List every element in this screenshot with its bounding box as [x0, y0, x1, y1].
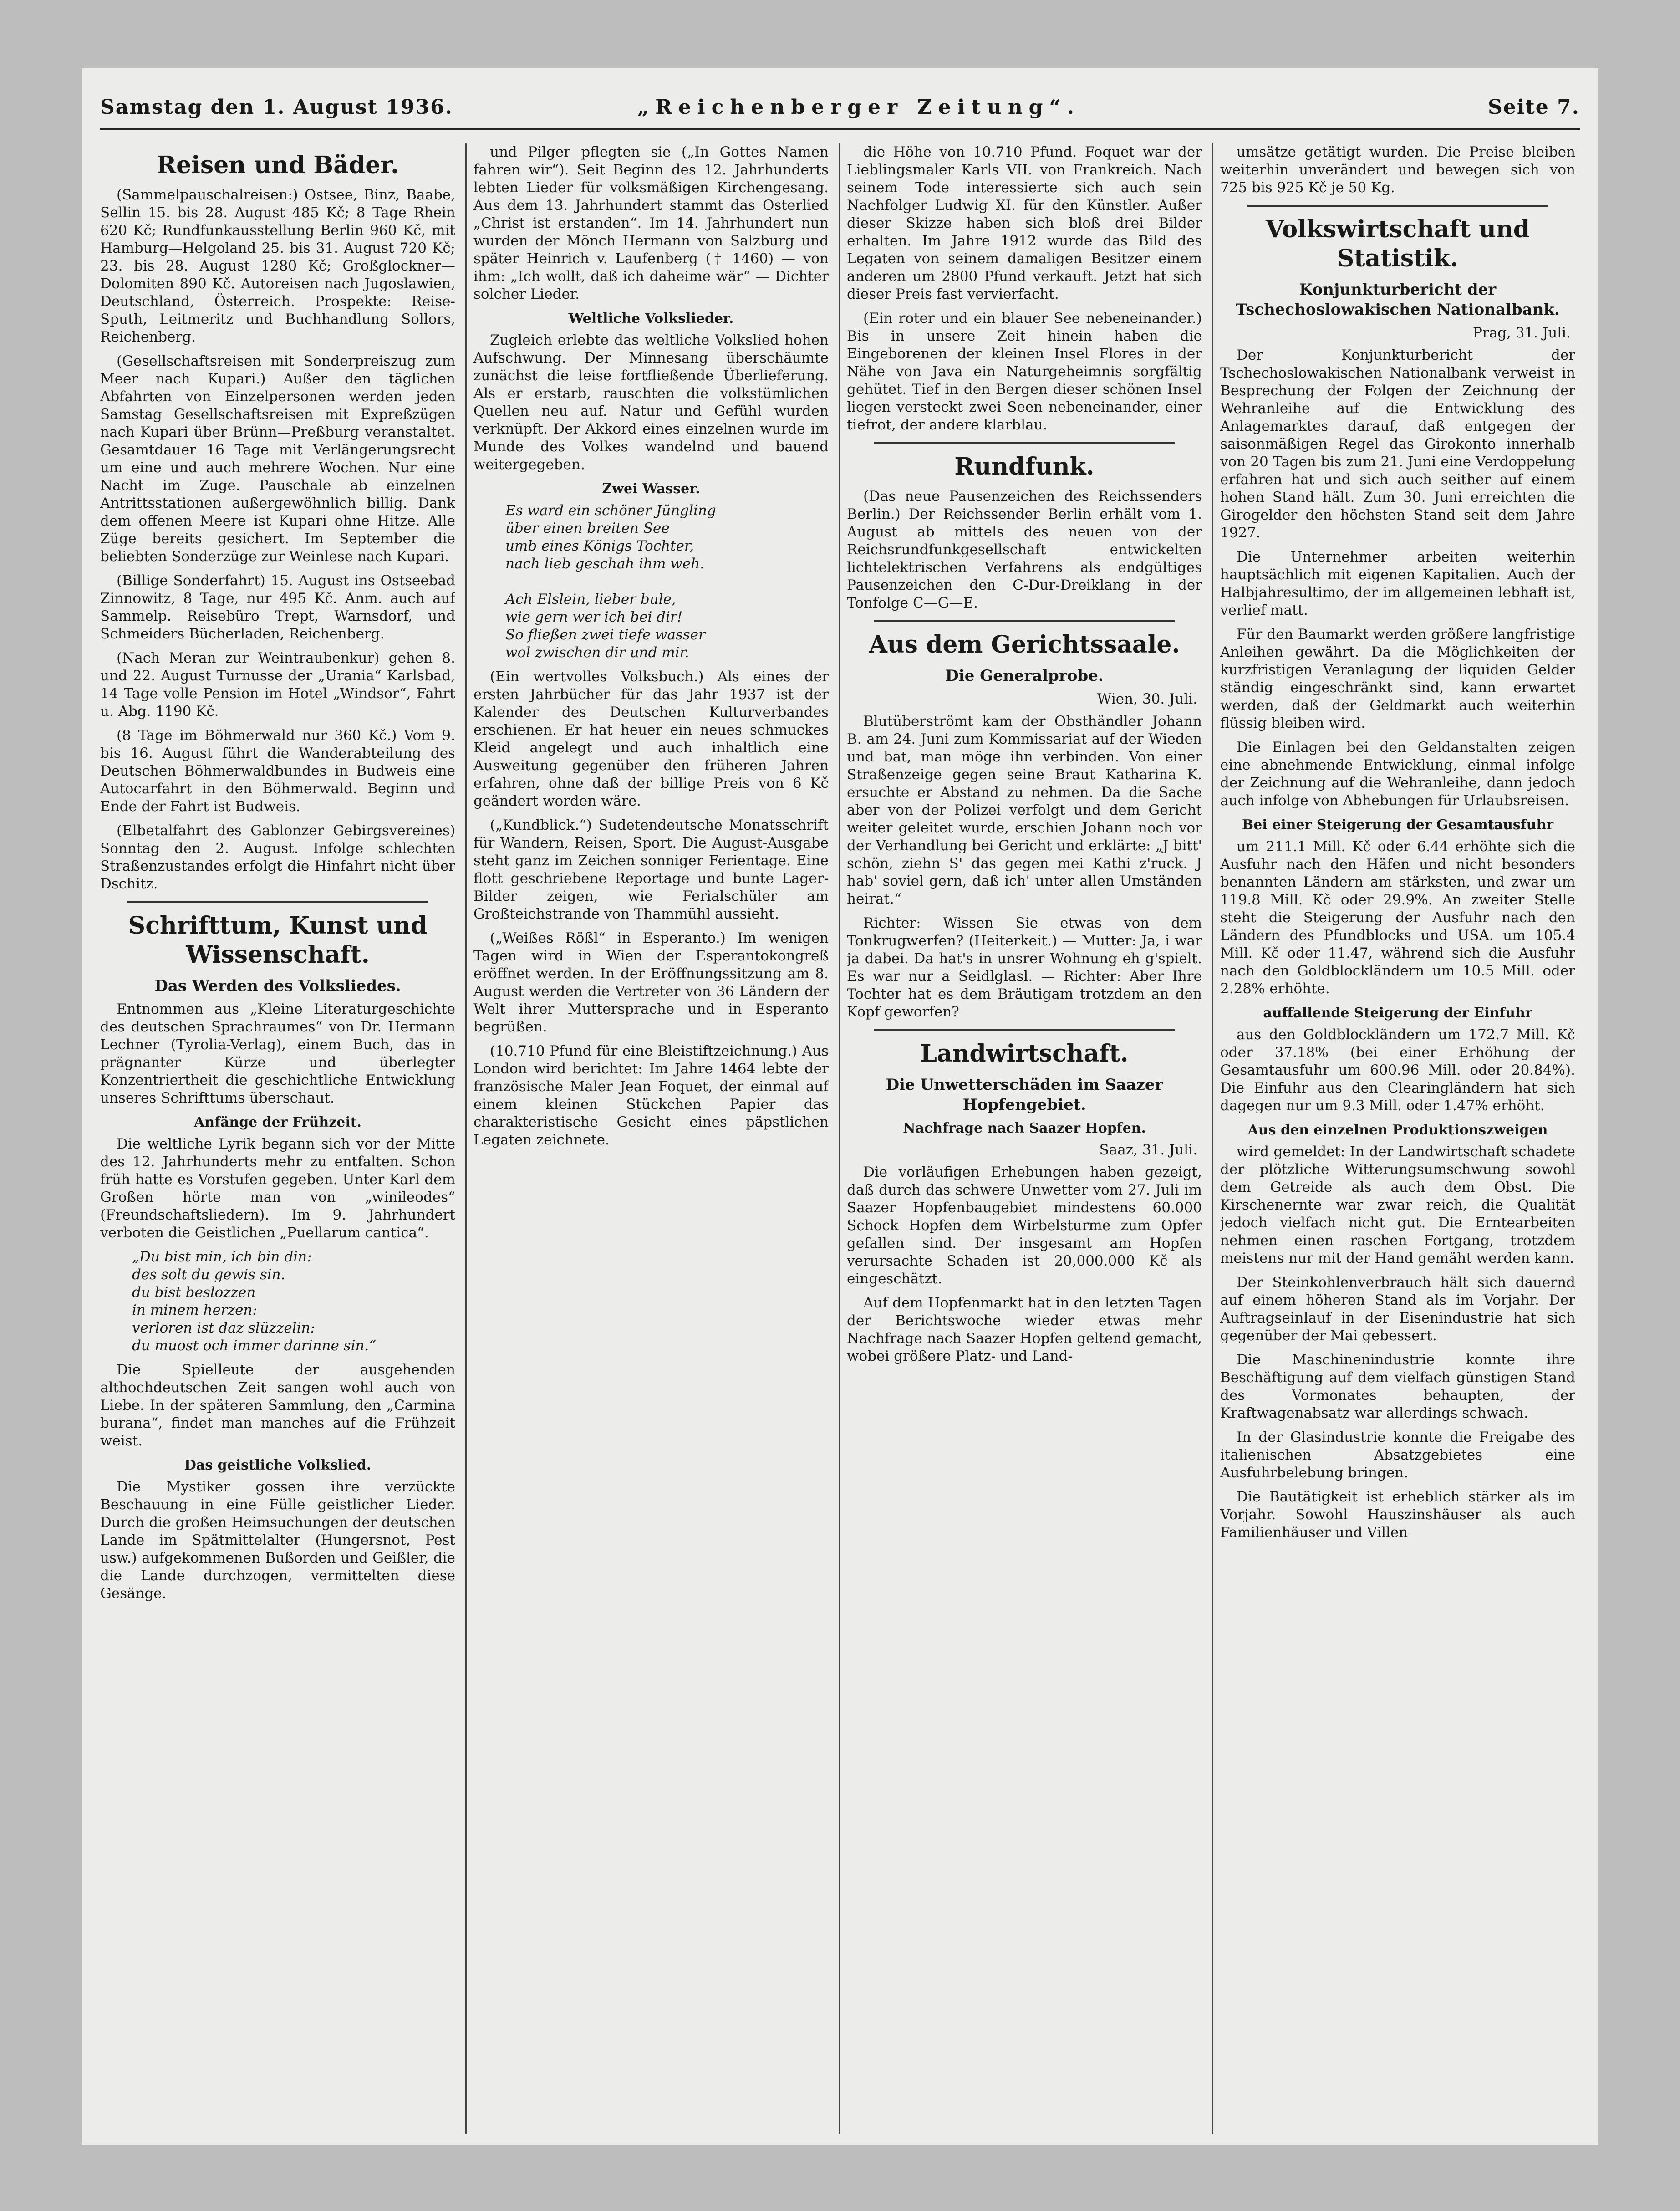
section-separator — [1247, 205, 1548, 207]
poem-quote: „Du bist min, ich bin din: des solt du gewis sin. du bist beslozzen in minem herzen: verloren ist daz slüzzelin: du muost och immer darinne sin.“ — [132, 1249, 377, 1354]
article-paragraph: (Sammelpauschalreisen:) Ostsee, Binz, Baabe, Sellin 15. bis 28. August 485 Kč; 8 Tage Rhein 620 Kč; Rundfunkausstellung Berlin 960 Kč, mit Hamburg—Helgoland 25. bis 31. August 720 Kč; 23. bis 28. August 1280 Kč; Großglockner—Dolomiten 890 Kč. Autoreisen nach Jugoslawien, Deutschland, Österreich. Prospekte: Reise-Sputh, Leitmeritz und Buchhandlung Sollors, Reichenberg. — [100, 187, 455, 345]
article-subheading: Anfänge der Frühzeit. — [193, 1114, 362, 1130]
article-paragraph: und Pilger pflegten sie („In Gottes Namen fahren wir“). Seit Beginn des 12. Jahrhunderts lebten Lieder für volksmäßigen Kirchengesang. Aus dem 13. Jahrhundert stammt das Osterlied „Christ ist erstanden“. Im 14. Jahrhundert nun wurden der Mönch Hermann von Salzburg und später Heinrich v. Laufenberg († 1460) — von ihm: „Ich wollt, daß ich daheime wär“ — Dichter solcher Lieder. — [473, 144, 829, 302]
article-paragraph: (Das neue Pausenzeichen des Reichssenders Berlin.) Der Reichssender Berlin erhält vom 1. August ab mittels des neuen von der Reichsrundfunkgesellschaft entwickelten lichtelektrischen Verfahrens als endgültiges Pausenzeichen den C-Dur-Dreiklang in der Tonfolge C—G—E. — [847, 488, 1202, 611]
section-separator — [874, 442, 1175, 444]
section-heading-rundfunk: Rundfunk. — [954, 453, 1095, 480]
article-paragraph: Entnommen aus „Kleine Literaturgeschichte des deutschen Sprachraumes“ von Dr. Hermann Lechner (Tyrolia-Verlag), einem Buch, das in prägnanter Kürze und überlegter Konzentriertheit die geschichtliche Entwicklung unseres Schrifttums überschaut. — [100, 1001, 455, 1106]
article-headline: Das Werden des Volksliedes. — [154, 977, 401, 995]
article-paragraph: (Gesellschaftsreisen mit Sonderpreiszug zum Meer nach Kupari.) Außer den täglichen Abfahrten von Einzelpersonen werden jeden Samstag Gesellschaftsreisen mit Expreßzügen nach Kupari über Brünn—Preßburg veranstaltet. Gesamtdauer 16 Tage mit Verlängerungsrecht um eine und auch mehrere Wochen. Nur eine Nacht im Zuge. Pauschale ab einzelnen Antrittsstationen außergewöhnlich billig. Dank dem offenen Meere ist Kupari ohne Hitze. Alle Züge bereits gesichert. Im September die beliebten Sonderzüge zur Weinlese nach Kupari. — [100, 353, 455, 565]
poem-quote: Es ward ein schöner Jüngling über einen breiten See umb eines Königs Tochter, nach lieb geschah ihm weh. Ach Elslein, lieber bule, wie gern wer ich bei dir! So fließen zwei tiefe wasser wol zwischen dir und mir. — [505, 502, 716, 661]
article-headline: Konjunkturbericht der Tschechoslowakischen Nationalbank. — [1236, 281, 1560, 319]
article-paragraph: die Höhe von 10.710 Pfund. Foquet war der Lieblingsmaler Karls VII. von Frankreich. Nach seinem Tode interessierte sich auch sein Nachfolger Ludwig XI. für den Künstler. Außer dieser Skizze haben sich bloß drei Bilder erhalten. Im Jahre 1912 wurde das Bild des Legaten von seinem damaligen Besitzer einem anderen um 2800 Pfund verkauft. Jetzt hat sich dieser Preis fast vervierfacht. — [847, 144, 1202, 302]
section-separator — [874, 620, 1175, 622]
section-heading-volkswirtschaft: Volkswirtschaft und Statistik. — [1265, 215, 1530, 272]
article-paragraph: (Ein roter und ein blauer See nebeneinander.) Bis in unsere Zeit hinein haben die Eingeborenen der kleinen Insel Flores in der Nähe von Java ein Naturgeheimnis sorgfältig gehütet. Tief in den Bergen dieser schönen Insel liegen versteckt zwei Seen nebeneinander, einer tiefrot, der andere klarblau. — [847, 310, 1202, 433]
masthead-rule — [100, 128, 1580, 130]
section-heading-landwirtschaft: Landwirtschaft. — [920, 1040, 1129, 1067]
newspaper-title: „Reichenberger Zeitung“. — [637, 96, 1081, 119]
column-4 — [1220, 143, 1575, 2134]
article-paragraph: Auf dem Hopfenmarkt hat in den letzten Tagen der Berichtswoche wieder etwas mehr Nachfrage nach Saazer Hopfen geltend gemacht, wobei größere Platz- und Land- — [847, 1295, 1202, 1364]
article-paragraph: Die Bautätigkeit ist erheblich stärker als im Vorjahr. Sowohl Hauszinshäuser als auch Familienhäuser und Villen — [1220, 1489, 1575, 1541]
column-divider — [839, 143, 840, 2134]
article-paragraph: (Billige Sonderfahrt) 15. August ins Ostseebad Zinnowitz, 8 Tage, nur 495 Kč. Anm. auch auf Sammelp. Reisebüro Trept, Warnsdorf, und Schmeiders Bücherladen, Reichenberg. — [100, 572, 455, 642]
article-subheading: Bei einer Steigerung der Gesamtausfuhr — [1242, 817, 1554, 833]
article-subheading: Aus den einzelnen Produktionszweigen — [1247, 1122, 1548, 1138]
article-paragraph: (Elbetalfahrt des Gablonzer Gebirgsvereines) Sonntag den 2. August. Infolge schlechten Straßenzustandes erfolgt die Hinfahrt nicht über Dschitz. — [100, 822, 455, 892]
article-paragraph: Die vorläufigen Erhebungen haben gezeigt, daß durch das schwere Unwetter vom 27. Juli im Saazer Hopfenbaugebiet mindestens 60.000 Schock Hopfen dem Wirbelsturme zum Opfer gefallen sind. Der insgesamt am Hopfen verursachte Schaden ist 20,000.000 Kč als eingeschätzt. — [847, 1164, 1202, 1287]
dateline: Prag, 31. Juli. — [1473, 325, 1571, 341]
article-paragraph: Die Einlagen bei den Geldanstalten zeigen eine abnehmende Entwicklung, einmal infolge der Zeichnung auf die Wehranleihe, dann jedoch auch infolge von Abhebungen für Urlaubsreisen. — [1220, 739, 1575, 809]
article-paragraph: In der Glasindustrie konnte die Freigabe des italienischen Absatzgebietes eine Ausfuhrbelebung bringen. — [1220, 1429, 1575, 1481]
newspaper-page — [82, 68, 1598, 2145]
column-1 — [100, 143, 455, 2134]
issue-date: Samstag den 1. August 1936. — [100, 96, 453, 119]
article-paragraph: (Nach Meran zur Weintraubenkur) gehen 8. und 22. August Turnusse der „Urania“ Karlsbad, 14 Tage volle Pension im Hotel „Windsor“, Fahrt u. Abg. 1190 Kč. — [100, 650, 455, 720]
article-subheading: auffallende Steigerung der Einfuhr — [1263, 1005, 1532, 1021]
section-heading-gericht: Aus dem Gerichtssaale. — [869, 631, 1180, 659]
article-paragraph: Richter: Wissen Sie etwas von dem Tonkrugwerfen? (Heiterkeit.) — Mutter: Ja, i war ja dabei. Da hat's in unsrer Wohnung eh g'spielt. Es war nur a Seidlglasl. — Richter: Aber Ihre Tochter hat es dem Bräutigam trotzdem an den Kopf geworfen? — [847, 915, 1202, 1020]
article-paragraph: aus den Goldblockländern um 172.7 Mill. Kč oder 37.18% (bei einer Erhöhung der Gesamtausfuhr um 600.96 Mill. oder 20.84%). Die Einfuhr aus den Clearingländern hat sich dagegen nur um 9.3 Mill. oder 1.47% erhöht. — [1220, 1026, 1575, 1114]
article-paragraph: Der Konjunkturbericht der Tschechoslowakischen Nationalbank verweist in Besprechung der Folgen der Zeichnung der Wehranleihe auf die Entwicklung des Anlagemarktes darauf, daß entgegen der saisonmäßigen Regel das Girokonto innerhalb von 20 Tagen bis zum 21. Juni eine Verdoppelung erfahren hat und sich auch seither auf einem hohen Stand hält. Zum 30. Juni erreichten die Girogelder den höchsten Stand seit dem Jahre 1927. — [1220, 347, 1575, 541]
article-subheading: Zwei Wasser. — [602, 481, 700, 497]
article-paragraph: Die Mystiker gossen ihre verzückte Beschauung in eine Fülle geistlicher Lieder. Durch die großen Heimsuchungen der deutschen Lande im Spätmittelalter (Hungersnot, Pest usw.) aufgekommenen Bußorden und Geißler, die die Lande durchzogen, vermittelten diese Gesänge. — [100, 1479, 455, 1602]
article-paragraph: Die Maschinenindustrie konnte ihre Beschäftigung auf dem vielfach günstigen Stand des Vormonates behaupten, der Kraftwagenabsatz war allerdings schwach. — [1220, 1352, 1575, 1421]
column-3 — [847, 143, 1202, 2134]
page-number: Seite 7. — [1487, 96, 1580, 119]
article-subheading: Nachfrage nach Saazer Hopfen. — [903, 1120, 1146, 1136]
column-divider — [1212, 143, 1213, 2134]
article-paragraph: Zugleich erlebte das weltliche Volkslied hohen Aufschwung. Der Minnesang überschäumte zunächst die leise fortfließende Überlieferung. Als er erstarb, rauschten die volkstümlichen Quellen neu auf. Natur und Gefühl wurden verknüpft. Der Akkord eines einzelnen wurde im Munde des Volkes wandelnd und bauend weitergegeben. — [473, 332, 829, 473]
article-subheading: Das geistliche Volkslied. — [184, 1457, 372, 1473]
article-paragraph: umsätze getätigt wurden. Die Preise bleiben weiterhin unverändert und bewegen sich von 725 bis 925 Kč je 50 Kg. — [1220, 144, 1575, 196]
section-heading-reisen: Reisen und Bäder. — [156, 151, 399, 179]
article-paragraph: („Weißes Rößl“ in Esperanto.) Im wenigen Tagen wird in Wien der Esperantokongreß eröffnet werden. In der Eröffnungssitzung am 8. August werden die Vertreter von 36 Ländern der Welt ihrer Muttersprache und in Esperanto begrüßen. — [473, 930, 829, 1035]
article-paragraph: Der Steinkohlenverbrauch hält sich dauernd auf einem höheren Stand als im Vorjahr. Der Auftragseinlauf in der Eisenindustrie hat sich gegenüber der Mai gebessert. — [1220, 1274, 1575, 1344]
dateline: Wien, 30. Juli. — [1097, 691, 1197, 707]
article-subheading: Weltliche Volkslieder. — [568, 311, 734, 327]
article-paragraph: um 211.1 Mill. Kč oder 6.44 erhöhte sich die Ausfuhr nach den Häfen und nicht besonders benannten Ländern am stärksten, und zwar um 119.8 Mill. Kč oder 29.9%. An zweiter Stelle steht die Steigerung der Ausfuhr nach den Ländern des Pfundblocks und USA. um 105.4 Mill. Kč oder 11.47, während sich die Ausfuhr nach den Goldblockländern um 10.5 Mill. oder 2.28% erhöhte. — [1220, 838, 1575, 997]
article-paragraph: („Kundblick.“) Sudetendeutsche Monatsschrift für Wandern, Reisen, Sport. Die August-Ausgabe steht ganz im Zeichen sonniger Ferientage. Eine flott geschriebene Reportage und bunte Lager-Bilder zeigen, wie Ferialschüler am Großteichstrande von Thammühl aussieht. — [473, 817, 829, 922]
article-paragraph: Die weltliche Lyrik begann sich vor der Mitte des 12. Jahrhunderts mehr zu entfalten. Schon früh hatte es Vorstufen gegeben. Unter Karl dem Großen hörte man von „winileodes“ (Freundschaftsliedern). Im 9. Jahrhundert verboten die Geistlichen „Puellarum cantica“. — [100, 1136, 455, 1241]
masthead — [100, 87, 1580, 128]
article-paragraph: (Ein wertvolles Volksbuch.) Als eines der ersten Jahrbücher für das Jahr 1937 ist der Kalender des Deutschen Kulturverbandes erschienen. Er hat heuer ein neues schmuckes Kleid angelegt und auch inhaltlich eine Ausweitung gegenüber den früheren Jahren erfahren, ohne daß der billige Preis von 6 Kč geändert worden wäre. — [473, 669, 829, 809]
article-headline: Die Generalprobe. — [945, 667, 1104, 685]
section-separator — [874, 1029, 1175, 1031]
article-paragraph: Die Spielleute der ausgehenden althochdeutschen Zeit sangen wohl auch von Liebe. In der späteren Sammlung, den „Carmina burana“, findet man manches auf die Frühzeit weist. — [100, 1362, 455, 1449]
article-paragraph: Blutüberströmt kam der Obsthändler Johann B. am 24. Juni zum Kommissariat auf der Wieden und bat, man möge ihn verbinden. Von einer Straßenzeige gegen seine Braut Katharina K. ersuchte er Abstand zu nehmen. Da die Sache aber von der Polizei verfolgt und dem Gericht weiter geleitet wurde, erschien Johann noch vor der Verhandlung bei Gericht und erklärte: „J bitt' schön, ziehn S' das gegen mei Kathi z'ruck. J hab' soviel gern, daß ich' unter allen Umständen heirat.“ — [847, 713, 1202, 907]
article-paragraph: Die Unternehmer arbeiten weiterhin hauptsächlich mit eigenen Kapitalien. Auch der Halbjahresultimo, der im allgemeinen lebhaft ist, verlief matt. — [1220, 549, 1575, 618]
section-heading-schrifttum: Schrifttum, Kunst und Wissenschaft. — [128, 912, 428, 969]
dateline: Saaz, 31. Juli. — [1099, 1142, 1197, 1158]
article-paragraph: (8 Tage im Böhmerwald nur 360 Kč.) Vom 9. bis 16. August führt die Wanderabteilung des Deutschen Böhmerwaldbundes in Budweis eine Autocarfahrt in den Böhmerwald. Beginn und Ende der Fahrt ist Budweis. — [100, 727, 455, 815]
column-2 — [473, 143, 829, 2134]
section-separator — [127, 901, 428, 903]
article-paragraph: (10.710 Pfund für eine Bleistiftzeichnung.) Aus London wird berichtet: Im Jahre 1464 lebte der französische Maler Jean Foquet, der einmal auf einem kleinen Stückchen Papier das charakteristische Gesicht eines päpstlichen Legaten zeichnete. — [473, 1043, 829, 1148]
article-paragraph: Für den Baumarkt werden größere langfristige Anleihen gewährt. Da die Möglichkeiten der kurzfristigen Veranlagung der liquiden Gelder ständig eingeschränkt sind, kann erwartet werden, daß der Geldmarkt auch weiterhin flüssig bleiben wird. — [1220, 626, 1575, 731]
article-paragraph: wird gemeldet: In der Landwirtschaft schadete der plötzliche Witterungsumschwung sowohl dem Getreide als auch dem Obst. Die Kirschenernte war zwar reich, die Qualität jedoch vielfach nicht gut. Die Erntearbeiten nehmen einen raschen Fortgang, trotzdem meistens nur mit der Hand gemäht werden kann. — [1220, 1144, 1575, 1266]
article-headline: Die Unwetterschäden im Saazer Hopfengebiet. — [886, 1076, 1163, 1114]
column-divider — [465, 143, 467, 2134]
